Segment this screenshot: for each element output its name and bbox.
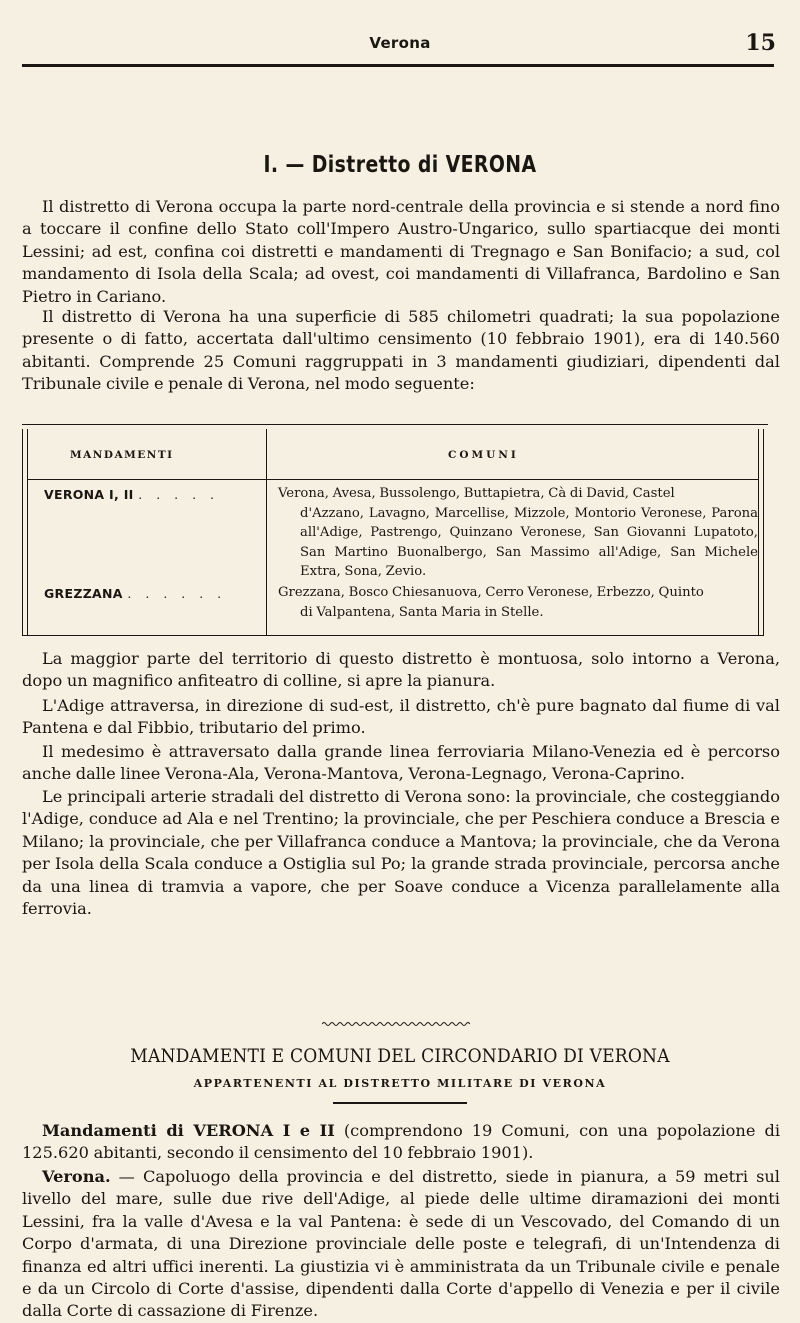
subsection-title: MANDAMENTI E COMUNI DEL CIRCONDARIO DI VERONA: [130, 1045, 670, 1067]
paragraph-strade: Le principali arterie stradali del distretto di Verona sono: la provinciale, che costeggiando l'Adige, conduce ad Ala e nel Trentino; la provinciale, che per Peschiera conduce a Brescia e Milano; la provinciale, che per Villafranca conduce a Mantova; la provinciale, che da Verona per Isola della Scala conduce a Ostiglia sul Po; la grande strada provinciale, percorsa anche da una linea di tramvia a vapore, che per Soave conduce a Vicenza parallelamente alla ferrovia.: [22, 787, 780, 919]
paragraph-territorio: La maggior parte del territorio di questo distretto è montuosa, solo intorno a Verona, dopo un magnifico anfiteatro di colline, si apre la pianura.: [22, 649, 780, 691]
paragraph-ferrovia: Il medesimo è attraversato dalla grande linea ferroviaria Milano-Venezia ed è percorso anche dalle linee Verona-Ala, Verona-Mantova, Verona-Legnago, Verona-Caprino.: [22, 742, 780, 784]
table-row-comuni: [278, 583, 758, 622]
mandamento-name: GREZZANA: [44, 586, 123, 601]
table-row-mandamento: [44, 487, 219, 502]
comuni-first-line: Grezzana, Bosco Chiesanuova, Cerro Veronese, Erbezzo, Quinto: [278, 585, 704, 600]
paragraph-lead: Mandamenti di VERONA I e II: [42, 1121, 335, 1140]
comuni-continuation: d'Azzano, Lavagno, Marcellise, Mizzole, Montorio Veronese, Parona all'Adige, Pastrengo, Quinzano Veronese, San Giovanni Lupatoto, San Martino Buonalbergo, San Massimo all'Adige, San Michele Extra, Sona, Zevio.: [300, 505, 758, 580]
paragraph-verona-capoluogo: [22, 1166, 780, 1323]
comuni-first-line: Verona, Avesa, Bussolengo, Buttapietra, Cà di David, Castel: [278, 486, 675, 501]
running-header: [22, 28, 778, 60]
paragraph-mandamenti-verona: [22, 1120, 780, 1165]
column-divider: [266, 429, 267, 635]
paragraph-text: — Capoluogo della provincia e del distretto, siede in pianura, a 59 metri sul livello del mare, sulle due rive dell'Adige, al piede delle ultime diramazioni dei monti Lessini, fra la valle d'Avesa e la val Pantena: è sede di un Vescovado, del Comando di un Corpo d'armata, di una Direzione provinciale delle poste e telegrafi, di un'Intendenza di finanza ed altri uffici inerenti. La giustizia vi è amministrata da un Tribunale civile e penale e da un Circolo di Corte d'assise, dipendenti dalla Corte d'appello di Venezia e per il civile dalla Corte di cassazione di Firenze.: [22, 1167, 780, 1321]
comuni-continuation: di Valpantena, Santa Maria in Stelle.: [300, 604, 544, 620]
subsection-rule: [333, 1102, 467, 1104]
page-number: 15: [745, 30, 776, 56]
leader-dots: . . . . .: [138, 487, 220, 502]
ornamental-divider: [322, 1021, 470, 1027]
paragraph-adige: L'Adige attraversa, in direzione di sud-est, il distretto, ch'è pure bagnato dal fiume di val Pantena e dal Fibbio, tributario del primo.: [22, 696, 780, 738]
paragraph-superficie: Il distretto di Verona ha una superficie di 585 chilometri quadrati; la sua popolazione presente o di fatto, accertata dall'ultimo censimento (10 febbraio 1901), era di 140.560 abitanti. Comprende 25 Comuni raggruppati in 3 mandamenti giudiziari, dipendenti dal Tribunale civile e penale di Verona, nel modo seguente:: [22, 307, 780, 394]
table-row-comuni: [278, 484, 758, 582]
paragraph-text: (comprendono 19 Comuni, con una popolazione di 125.620 abitanti, secondo il censimento del 10 febbraio 1901).: [22, 1121, 780, 1163]
header-divider: [28, 479, 758, 480]
table-row-mandamento: [44, 586, 226, 601]
mandamenti-table: [22, 424, 768, 637]
table-frame: [22, 429, 764, 636]
paragraph-confini: Il distretto di Verona occupa la parte nord-centrale della provincia e si stende a nord fino a toccare il confine dello Stato coll'Impero Austro-Ungarico, sullo spartiacque dei monti Lessini; ad est, confina coi distretti e mandamenti di Tregnago e San Bonifacio; a sud, col mandamento di Isola della Scala; ad ovest, coi mandamenti di Villafranca, Bardolino e San Pietro in Cariano.: [22, 197, 780, 306]
subsection-subtitle: APPARTENENTI AL DISTRETTO MILITARE DI VERONA: [193, 1077, 607, 1090]
column-header-comuni: COMUNI: [448, 449, 519, 461]
header-rule: [22, 64, 774, 67]
paragraph-lead: Verona.: [42, 1167, 111, 1186]
running-title: Verona: [369, 34, 431, 52]
mandamento-name: VERONA I, II: [44, 487, 134, 502]
column-header-mandamenti: MANDAMENTI: [70, 449, 174, 461]
section-title: I. — Distretto di VERONA: [263, 152, 537, 178]
leader-dots: . . . . . .: [127, 586, 227, 601]
